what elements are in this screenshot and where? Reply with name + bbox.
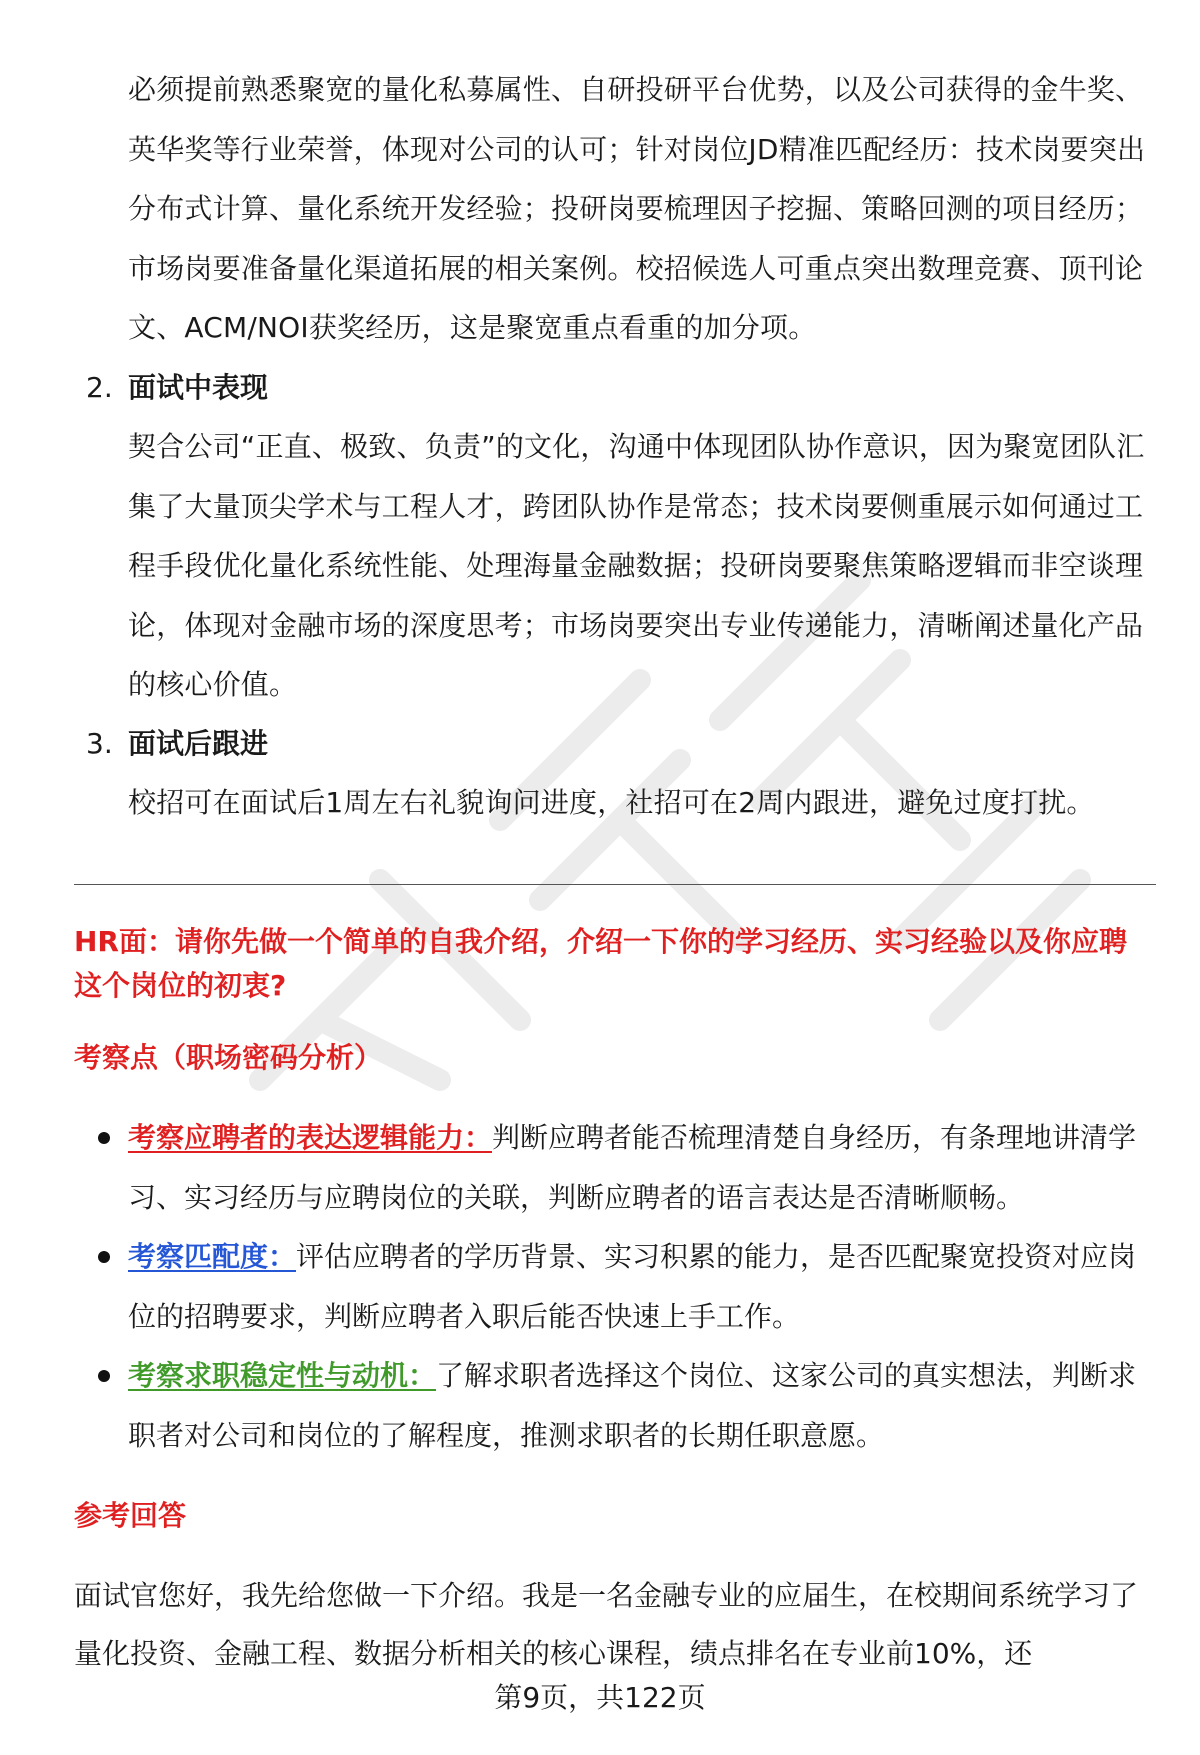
- bullet-dot: [98, 1251, 110, 1263]
- item-text: 契合公司“正直、极致、负责”的文化，沟通中体现团队协作意识，因为聚宽团队汇集了大量顶尖学术与工程人才，跨团队协作是常态；技术岗要侧重展示如何通过工程手段优化量化系统性能、处理海量金融数据；投研岗要聚焦策略逻辑而非空谈理论，体现对金融市场的深度思考；市场岗要突出专业传递能力，清晰阐述量化产品的核心价值。: [128, 430, 1145, 701]
- item-title: 面试后跟进: [128, 727, 269, 760]
- section-divider: [74, 884, 1156, 885]
- bullet-dot: [98, 1132, 110, 1144]
- answer-text: 面试官您好，我先给您做一下介绍。我是一名金融专业的应届生，在校期间系统学习了量化投资、金融工程、数据分析相关的核心课程，绩点排名在专业前10%，还: [74, 1579, 1139, 1670]
- analysis-heading: 考察点（职场密码分析）: [74, 1041, 383, 1074]
- list-item: [128, 1346, 1148, 1465]
- item-title: 面试中表现: [128, 371, 269, 404]
- bullet-text: 了解求职者选择这个岗位、这家公司的真实想法，判断求职者对公司和岗位的了解程度，推测求职者的长期任职意愿。: [128, 1359, 1137, 1452]
- bullet-dot: [98, 1370, 110, 1382]
- bullet-label: 考察求职稳定性与动机：: [128, 1359, 437, 1392]
- item-number: 3.: [86, 727, 113, 760]
- intro-paragraph: 必须提前熟悉聚宽的量化私募属性、自研投研平台优势，以及公司获得的金牛奖、英华奖等行业荣誉，体现对公司的认可；针对岗位JD精准匹配经历：技术岗要突出分布式计算、量化系统开发经验；投研岗要梳理因子挖掘、策略回测的项目经历；市场岗要准备量化渠道拓展的相关案例。校招候选人可重点突出数理竞赛、顶刊论文、ACM/NOI获奖经历，这是聚宽重点看重的加分项。: [128, 73, 1146, 344]
- bullet-label: 考察应聘者的表达逻辑能力：: [128, 1121, 493, 1154]
- item-number: 2.: [86, 371, 113, 404]
- answer-heading: 参考回答: [74, 1499, 187, 1532]
- bullet-label: 考察匹配度：: [128, 1240, 297, 1273]
- page-footer: 第9页，共122页: [494, 1681, 706, 1714]
- bullet-text: 判断应聘者能否梳理清楚自身经历，有条理地讲清学习、实习经历与应聘岗位的关联，判断应聘者的语言表达是否清晰顺畅。: [128, 1121, 1137, 1214]
- list-item: [128, 1108, 1148, 1227]
- question-heading: HR面：请你先做一个简单的自我介绍，介绍一下你的学习经历、实习经验以及你应聘这个岗位的初衷?: [74, 925, 1127, 1002]
- item-text: 校招可在面试后1周左右礼貌询问进度，社招可在2周内跟进，避免过度打扰。: [128, 786, 1095, 819]
- bullet-text: 评估应聘者的学历背景、实习积累的能力，是否匹配聚宽投资对应岗位的招聘要求，判断应聘者入职后能否快速上手工作。: [128, 1240, 1137, 1333]
- list-item: [128, 1227, 1148, 1346]
